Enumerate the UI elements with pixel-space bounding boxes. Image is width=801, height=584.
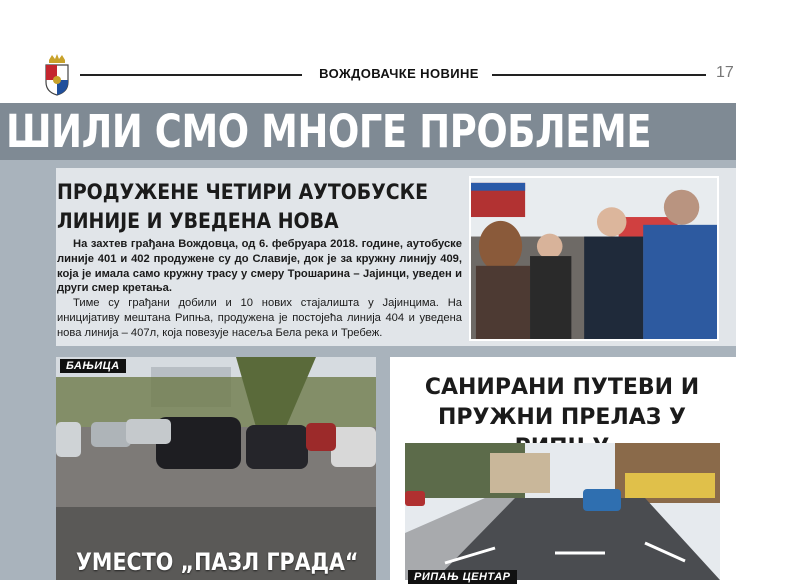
article-bus-lines-body — [57, 237, 462, 341]
article-bus-lines-title: ПРОДУЖЕНЕ ЧЕТИРИ АУТОБУСКЕ ЛИНИЈЕ И УВЕДЕНА НОВА — [57, 180, 429, 233]
municipality-crest-logo — [43, 54, 71, 96]
publication-name: ВОЖДОВАЧКЕ НОВИНЕ — [319, 66, 479, 81]
article-paragraph: Тиме су грађани добили и 10 нових стајалишта у Јајинцима. На иницијативу мештана Рипња, продужена је постојећа линија 404 и уведена нова линија – 407л, која повезује насеља Бела река и Требеж. — [57, 297, 462, 339]
article-paragraph: На захтев грађана Вождовца, од 6. фебруара 2018. године, аутобуске линије 401 и 402 продужене су до Славије, док је за кружну линију 409, која је имала само кружну трасу у смеру Трошарина – Јајинци, уведен и други смер кретања. — [57, 238, 462, 295]
photo-caption: УМЕСТО „ПАЗЛ ГРАДА“ — [76, 548, 359, 576]
location-tag-banjica: БАЊИЦА — [60, 359, 126, 373]
photo-ripanj-road — [405, 443, 720, 580]
location-tag-ripanj: РИПАЊ ЦЕНТАР — [408, 570, 517, 584]
photo-banjica-parking — [56, 357, 376, 580]
page-number: 17 — [716, 64, 734, 81]
header-rule-right — [492, 74, 706, 76]
photo-officials-at-bus-stop — [469, 176, 719, 341]
page-headline: ШИЛИ СМО МНОГЕ ПРОБЛЕМЕ — [6, 105, 652, 158]
header-rule-left — [80, 74, 302, 76]
article-ripanj-title: САНИРАНИ ПУТЕВИ И ПРУЖНИ ПРЕЛАЗ У — [424, 375, 700, 430]
